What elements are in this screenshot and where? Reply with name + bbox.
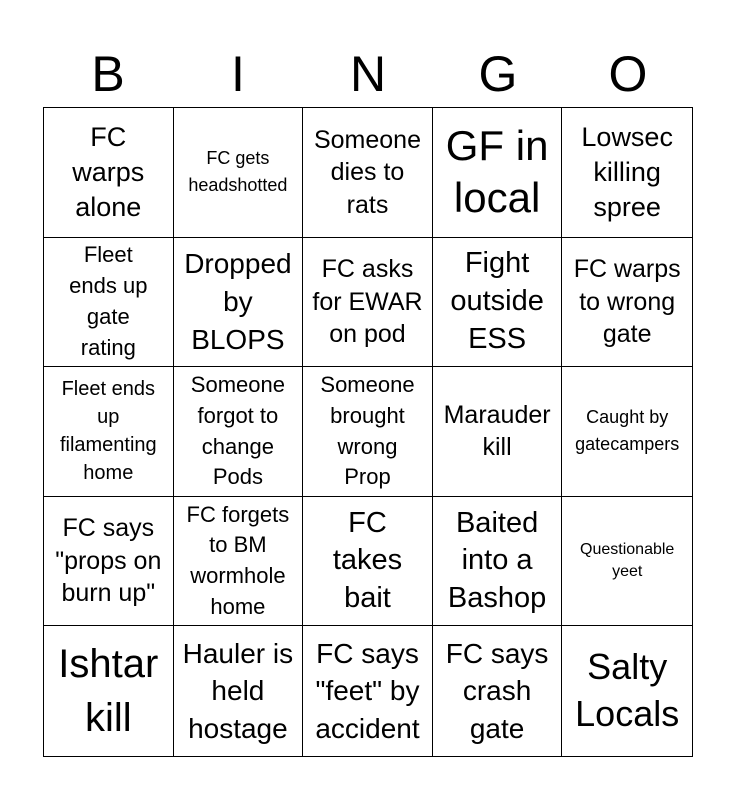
header-letter-b: B [91,46,125,102]
header-letter-g: G [478,46,518,102]
bingo-cell-text: FC says "props on burn up" [55,514,162,608]
bingo-cell-r2c4[interactable] [433,238,563,368]
bingo-cell-text: FC says crash gate [445,637,549,745]
bingo-cell-r5c2[interactable] [174,626,304,756]
bingo-cell-r3c1[interactable] [44,367,174,497]
bingo-cell-r5c4[interactable] [433,626,563,756]
bingo-cell-text: Someone forgot to change Pods [190,371,285,490]
bingo-cell-r4c1[interactable] [44,497,174,627]
bingo-cell-text: FC says "feet" by accident [315,637,420,745]
bingo-cell-r1c2[interactable] [174,108,304,238]
bingo-cell-text: Dropped by BLOPS [184,248,292,355]
bingo-cell-text: Baited into a Bashop [447,506,547,614]
bingo-cell-r5c1[interactable] [44,626,174,756]
header-letter-i: I [231,46,245,102]
bingo-cell-text: GF in local [445,121,549,222]
bingo-cell-r5c5[interactable] [562,626,692,756]
bingo-cell-r1c1[interactable] [44,108,174,238]
bingo-cell-r4c4[interactable] [433,497,563,627]
bingo-cell-r3c3[interactable] [303,367,433,497]
bingo-cell-r1c5[interactable] [562,108,692,238]
bingo-cell-text: FC gets headshotted [188,148,288,196]
bingo-cell-r4c2[interactable] [174,497,304,627]
bingo-cell-text: Questionable yeet [580,540,675,581]
bingo-cell-r3c2[interactable] [174,367,304,497]
bingo-cell-r4c3[interactable] [303,497,433,627]
bingo-cell-text: Fleet ends up gate rating [69,242,148,360]
bingo-header [43,40,693,108]
bingo-cell-text: Someone dies to rats [313,125,421,219]
bingo-cell-text: FC takes bait [332,506,403,614]
bingo-board [43,107,693,757]
bingo-cell-text: Marauder kill [443,400,551,462]
bingo-cell-text: Fleet ends up filamenting home [59,378,157,485]
bingo-cell-r3c5[interactable] [562,367,692,497]
bingo-cell-text: Lowsec killing spree [581,121,673,222]
bingo-cell-r5c3[interactable] [303,626,433,756]
bingo-cell-r3c4[interactable] [433,367,563,497]
bingo-cell-text: Ishtar kill [58,642,159,741]
bingo-cell-r4c5[interactable] [562,497,692,627]
bingo-cell-text: FC warps to wrong gate [573,255,681,349]
header-letter-o: O [608,46,648,102]
bingo-cell-text: Hauler is held hostage [182,637,294,745]
bingo-cell-text: Caught by gatecampers [575,407,680,455]
bingo-cell-r2c2[interactable] [174,238,304,368]
bingo-cell-text: FC warps alone [72,121,145,222]
bingo-cell-text: FC forgets to BM wormhole home [186,501,290,619]
bingo-cell-r2c5[interactable] [562,238,692,368]
bingo-cell-text: Salty Locals [575,646,680,735]
bingo-cell-r2c1[interactable] [44,238,174,368]
bingo-cell-text: Someone brought wrong Prop [320,371,415,490]
bingo-cell-r1c3[interactable] [303,108,433,238]
bingo-cell-text: Fight outside ESS [450,247,544,355]
bingo-cell-r2c3[interactable] [303,238,433,368]
bingo-cell-r1c4[interactable] [433,108,563,238]
bingo-cell-text: FC asks for EWAR on pod [312,255,423,349]
header-letter-n: N [349,46,387,102]
